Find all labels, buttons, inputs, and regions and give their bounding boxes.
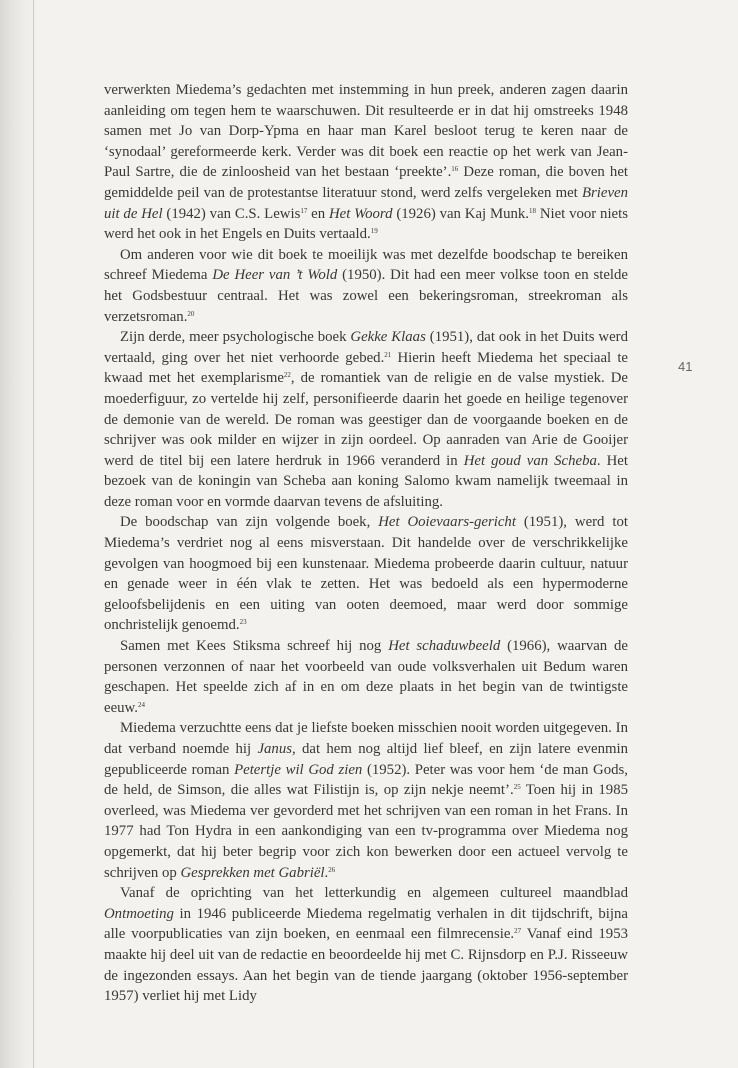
body-text xyxy=(104,80,628,1007)
paragraph: De boodschap van zijn volgende boek, Het Ooievaars-gericht (1951), werd tot Miedema’s verdriet nog al eens misverstaan. Dit handelde over de verschrikkelijke gevolgen van hoogmoed bij een kunstenaar. Miedema probeerde daarin cultuur, natuur en genade weer in één vlak te zetten. Het was bedoeld als een hypermoderne geloofsbelijdenis en een uiting van ooten deemoed, maar werd door sommige onchristelijk genoemd.$^{23}$ xyxy=(104,514,628,634)
italic-title: Gekke Klaas xyxy=(350,329,426,346)
italic-title: Ontmoeting xyxy=(104,905,174,922)
italic-title: De Heer van ’t Wold xyxy=(212,267,338,284)
footnote-ref: 22 xyxy=(283,371,291,380)
footnote-ref: 23 xyxy=(239,618,247,627)
footnote-ref: 26 xyxy=(328,865,336,874)
footnote-ref: 27 xyxy=(514,927,522,936)
paragraph: Vanaf de oprichting van het letterkundig en algemeen cultureel maandblad Ontmoeting in 1946 publiceerde Miedema regelmatig verhalen in dit tijdschrift, bijna alle voorpublicaties van zijn boeken, en eenmaal een filmrecensie.$^{27}$ Vanaf eind 1953 maakte hij deel uit van de redactie en beoordeelde hij met C. Rijnsdorp en P.J. Risseeuw de ingezonden essays. Aan het begin van de tiende jaargang (oktober 1956-september 1957) verliet hij met Lidy xyxy=(104,885,628,1005)
footnote-ref: 19 xyxy=(370,227,378,236)
paragraph: Miedema verzuchtte eens dat je liefste boeken misschien nooit worden uitgegeven. In dat verband noemde hij Janus, dat hem nog altijd lief bleef, en zijn latere evenmin gepubliceerde roman Petertje wil God zien (1952). Peter was voor hem ‘de man Gods, de held, de Simson, die alles wat Filistijn is, op zijn nekje neemt’.$^{25}$ Toen hij in 1985 overleed, was Miedema ver gevorderd met het schrijven van een roman in het Frans. In 1977 had Ton Hydra in een aankondiging van een tv-programma over Miedema nog opgemerkt, dat hij beter begrip voor zich kon bewerken door een actueel vervolg te schrijven op Gesprekken met Gabriël.$^{26}$ xyxy=(104,720,629,881)
italic-title: Janus xyxy=(257,741,292,757)
footnote-ref: 21 xyxy=(384,350,392,359)
italic-title: Petertje wil God zien xyxy=(234,761,363,778)
footnote-ref: 25 xyxy=(513,783,521,792)
paragraph: Samen met Kees Stiksma schreef hij nog Het schaduwbeeld (1966), waarvan de personen verzonnen of naar het voorbeeld van oude volksverhalen uit Bedum waren geschapen. Het speelde zich af in en om deze plaats in het begin van de twintigste eeuw.$^{24}$ xyxy=(104,638,628,716)
binding-edge xyxy=(33,0,34,1068)
italic-title: Het goud van Scheba xyxy=(463,452,597,469)
paragraph: verwerkten Miedema’s gedachten met instemming in hun preek, anderen zagen daarin aanleiding om tegen hem te waarschuwen. Dit resulteerde er in dat hij omstreeks 1948 samen met Jo van Dorp-Ypma en haar man Karel besloot terug te keren naar de ‘synodaal’ gereformeerde kerk. Verder was dit boek een reactie op het werk van Jean-Paul Sartre, die de zinloosheid van het bestaan ‘preekte’.$^{16}$ Deze roman, die boven het gemiddelde peil van de protestantse literatuur stond, werd zelfs vergeleken met Brieven uit de Hel (1942) van C.S. Lewis$^{17}$ en Het Woord (1926) van Kaj Munk.$^{18}$ Niet voor niets werd het ook in het Engels en Duits vertaald.$^{19}$ xyxy=(104,82,628,243)
italic-title: Brieven uit de Hel xyxy=(104,184,628,222)
footnote-ref: 18 xyxy=(529,206,536,215)
footnote-ref: 16 xyxy=(451,165,459,174)
italic-title: Gesprekken met Gabriël xyxy=(180,864,325,881)
footnote-ref: 24 xyxy=(137,700,145,709)
italic-title: Het Ooievaars-gericht xyxy=(378,514,516,531)
footnote-ref: 20 xyxy=(187,309,195,318)
paragraph: Om anderen voor wie dit boek te moeilijk was met dezelfde boodschap te bereiken schreef Miedema De Heer van ’t Wold (1950). Dit had een meer volkse toon en stelde het Godsbestuur centraal. Het was zowel een bekeringsroman, streekroman als verzetsroman.$^{20}$ xyxy=(104,246,628,325)
footnote-ref: 17 xyxy=(300,206,308,215)
italic-title: Het Woord xyxy=(328,205,393,222)
paragraph: Zijn derde, meer psychologische boek Gekke Klaas (1951), dat ook in het Duits werd vertaald, ging over het niet verhoorde gebed.$^{21}$ Hierin heeft Miedema het speciaal te kwaad met het exemplarisme$^{22}$, de romantiek van de religie en de valse mystiek. De moederfiguur, zo vertelde hij zelf, personifieerde daarin het goede en heilige tegenover de demonie van de wereld. De roman was geestiger dan de voorgaande boeken en de schrijver was ook milder en wijzer in zijn oordeel. Op aanraden van Arie de Gooijer werd de titel bij een latere herdruk in 1966 veranderd in Het goud van Scheba. Het bezoek van de koningin van Scheba aan koning Salomo kwam namelijk tweemaal in deze roman voor en vormde daarvan tevens de afsluiting. xyxy=(104,329,628,510)
page-number: 41 xyxy=(678,359,693,374)
italic-title: Het schaduwbeeld xyxy=(388,638,501,655)
